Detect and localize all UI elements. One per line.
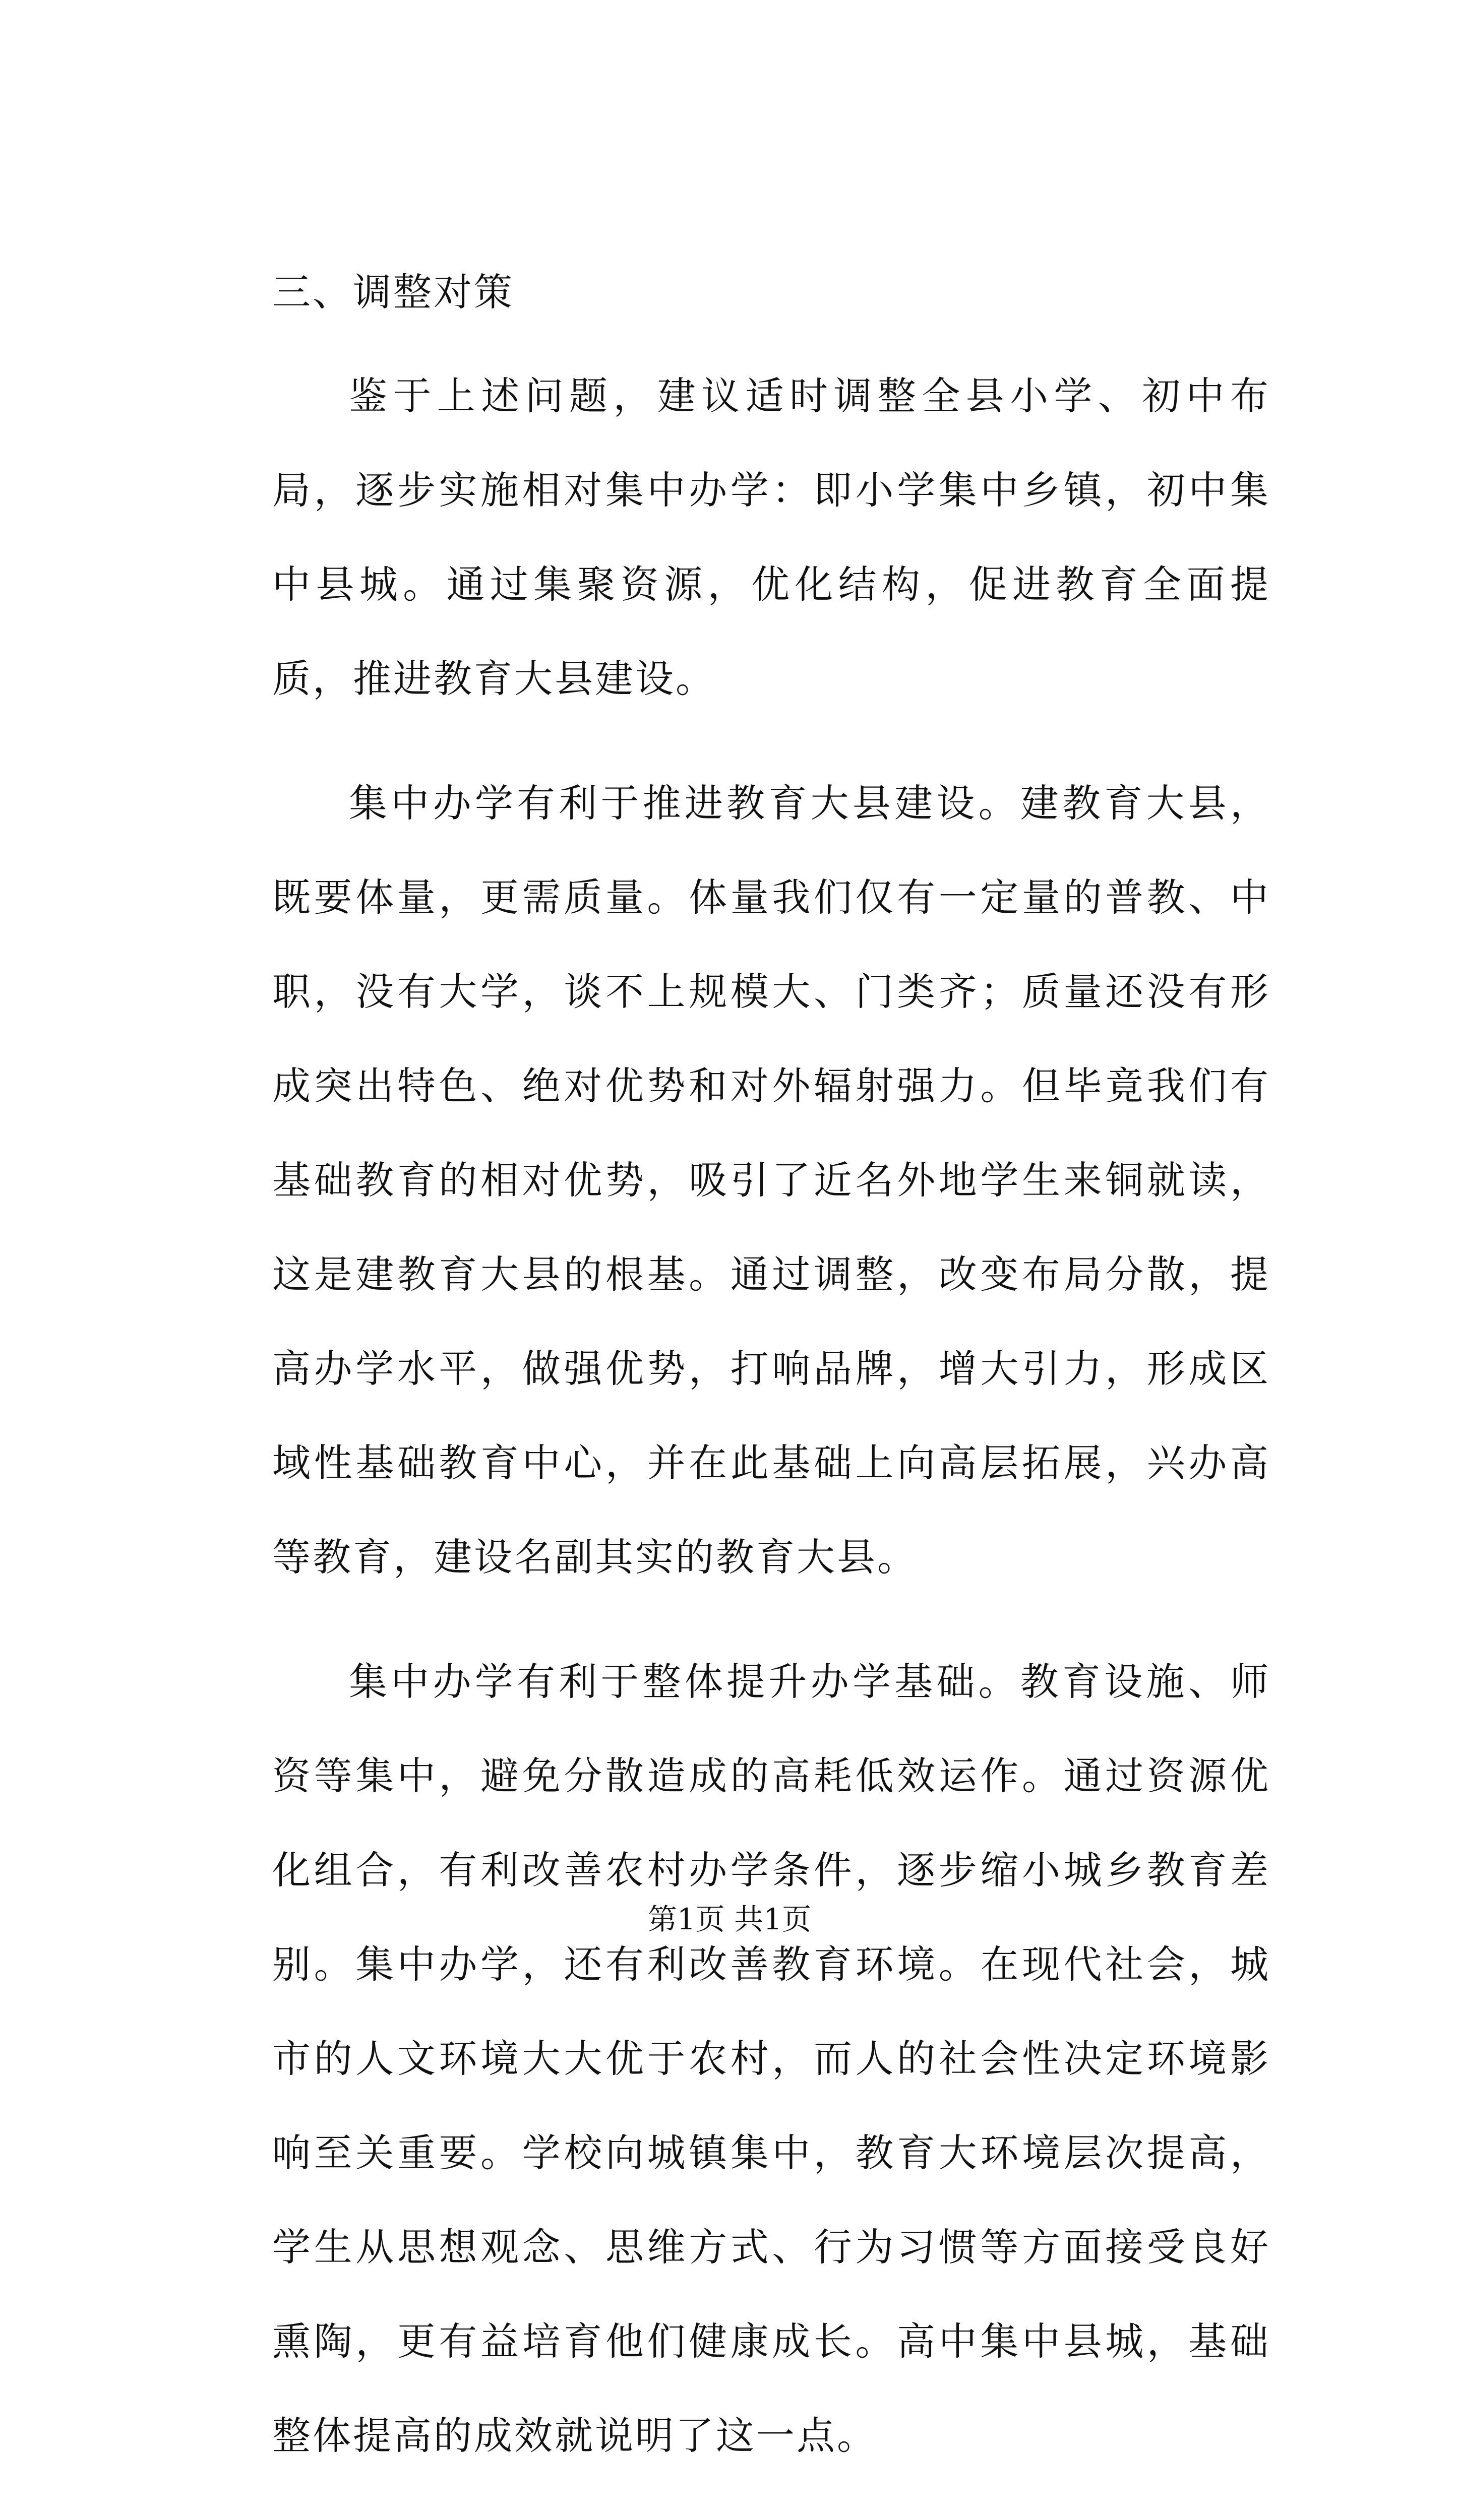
document-body <box>272 267 1270 2520</box>
paragraph-3: 集中办学有利于整体提升办学基础。教育设施、师资等集中，避免分散造成的高耗低效运作。通过资源优化组合，有利改善农村办学条件，逐步缩小城乡教育差别。集中办学，还有利改善教育环境。在现代社会，城市的人文环境大大优于农村，而人的社会性决定环境影响至关重要。学校向城镇集中，教育大环境层次提高，学生从思想观念、思维方式、行为习惯等方面接受良好熏陶，更有益培育他们健康成长。高中集中县城，基础整体提高的成效就说明了这一点。 <box>272 1659 1270 2458</box>
page-footer: 第1页 共1页 <box>647 1902 812 1936</box>
section-heading: 三、调整对策 <box>272 270 514 314</box>
paragraph-1: 鉴于上述问题，建议适时调整全县小学、初中布局，逐步实施相对集中办学：即小学集中乡镇，初中集中县城。通过集聚资源，优化结构，促进教育全面提质，推进教育大县建设。 <box>272 373 1270 701</box>
paragraph-4 <box>272 2513 1270 2520</box>
paragraph-2: 集中办学有利于推进教育大县建设。建教育大县，既要体量，更需质量。体量我们仅有一定量的普教、中职，没有大学，谈不上规模大、门类齐；质量还没有形成突出特色、绝对优势和对外辐射强力。但毕竟我们有基础教育的相对优势，吸引了近名外地学生来铜就读，这是建教育大县的根基。通过调整，改变布局分散，提高办学水平，做强优势，打响品牌，增大引力，形成区域性基础教育中心，并在此基础上向高层拓展，兴办高等教育，建设名副其实的教育大县。 <box>272 781 1270 1580</box>
